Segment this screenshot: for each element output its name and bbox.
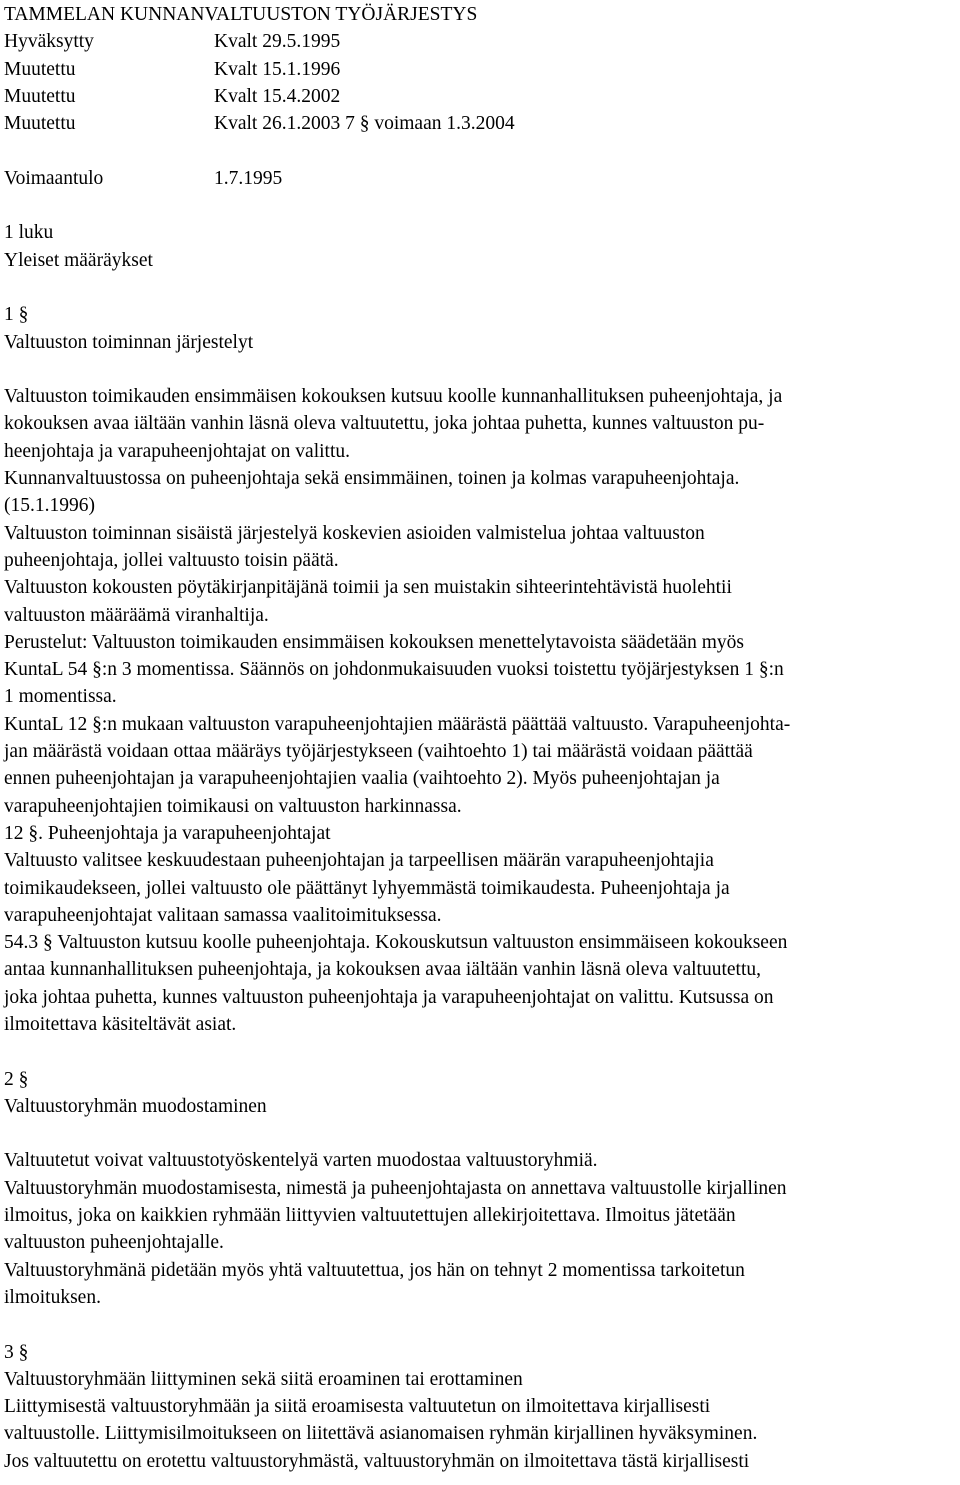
body-line: Perustelut: Valtuuston toimikauden ensimmäisen kokouksen menettelytavoista säädetään myös [4,631,744,653]
body-line: varapuheenjohtajien toimikausi on valtuuston harkinnassa. [4,795,462,817]
spacer [4,274,956,301]
section-number: 3 § [4,1341,29,1363]
body-line: Jos valtuutettu on erotettu valtuustoryhmästä, valtuustoryhmän on ilmoitettava tästä kirjallisesti [4,1450,750,1472]
body-line: jan määrästä voidaan ottaa määräys työjärjestykseen (vaihtoehto 1) tai määrästä voidaan päättää [4,741,753,763]
body-line: puheenjohtaja, jollei valtuusto toisin päätä. [4,549,339,571]
body-line: valtuustolle. Liittymisilmoitukseen on liitettävä asianomaisen ryhmän kirjallinen hyväksyminen. [4,1423,758,1445]
body-line: valtuuston puheenjohtajalle. [4,1232,224,1254]
body-line: 12 §. Puheenjohtaja ja varapuheenjohtajat [4,822,331,844]
effective-label: Voimaantulo [4,167,104,189]
body-line: varapuheenjohtajat valitaan samassa vaalitoimituksessa. [4,904,442,926]
body-line: joka johtaa puhetta, kunnes valtuuston puheenjohtaja ja varapuheenjohtajat on valittu. Kutsussa on [4,986,774,1008]
history-label: Muutettu [4,58,76,80]
effective-value: 1.7.1995 [214,167,283,189]
body-line: Valtuusto valitsee keskuudestaan puheenjohtajan ja tarpeellisen määrän varapuheenjohtajia [4,850,714,872]
body-line: heenjohtaja ja varapuheenjohtajat on valittu. [4,440,350,462]
section-number: 2 § [4,1068,29,1090]
history-value: Kvalt 29.5.1995 [214,31,341,53]
body-line: (15.1.1996) [4,495,95,517]
body-line: kokouksen avaa iältään vanhin läsnä oleva valtuutettu, joka johtaa puhetta, kunnes valtuuston pu- [4,413,765,435]
document-page [4,1,956,1475]
history-value: Kvalt 15.4.2002 [214,85,341,107]
spacer [4,192,956,219]
chapter-number: 1 luku [4,222,54,244]
chapter-title: Yleiset määräykset [4,249,153,271]
history-label: Muutettu [4,85,76,107]
history-row [4,56,956,83]
body-line: Valtuustoryhmänä pidetään myös yhtä valtuutettua, jos hän on tehnyt 2 momentissa tarkoitetun [4,1259,745,1281]
body-line: Valtuuston toimikauden ensimmäisen kokouksen kutsuu koolle kunnanhallituksen puheenjohtaja, ja [4,386,783,408]
body-line: 54.3 § Valtuuston kutsuu koolle puheenjohtaja. Kokouskutsun valtuuston ensimmäiseen kokoukseen [4,932,788,954]
body-line: KuntaL 54 §:n 3 momentissa. Säännös on johdonmukaisuuden vuoksi toistettu työjärjestyksen 1 §:n [4,659,784,681]
spacer [4,356,956,383]
body-line: Valtuustoryhmän muodostamisesta, nimestä ja puheenjohtajasta on annettava valtuustolle kirjallinen [4,1177,787,1199]
body-line: antaa kunnanhallituksen puheenjohtaja, ja kokouksen avaa iältään vanhin läsnä oleva valtuutettu, [4,959,761,981]
history-row [4,83,956,110]
body-line: ennen puheenjohtajan ja varapuheenjohtajien vaalia (vaihtoehto 2). Myös puheenjohtajan ja [4,768,720,790]
spacer [4,1311,956,1338]
history-value: Kvalt 26.1.2003 7 § voimaan 1.3.2004 [214,113,515,135]
body-line: valtuuston määräämä viranhaltija. [4,604,269,626]
body-line: KuntaL 12 §:n mukaan valtuuston varapuheenjohtajien määrästä päättää valtuusto. Varapuheenjohta- [4,713,791,735]
section-title: Valtuustoryhmän muodostaminen [4,1095,267,1117]
body-line: toimikaudekseen, jollei valtuusto ole päättänyt lyhyemmästä toimikaudesta. Puheenjohtaja ja [4,877,730,899]
body-line: Valtuuston toiminnan sisäistä järjestelyä koskevien asioiden valmistelua johtaa valtuuston [4,522,705,544]
section-number: 1 § [4,304,29,326]
history-row [4,28,956,55]
section-body [4,383,956,1038]
body-line: 1 momentissa. [4,686,117,708]
history-label: Muutettu [4,113,76,135]
spacer [4,1120,956,1147]
section-title: Valtuuston toiminnan järjestelyt [4,331,254,353]
section-body [4,1393,956,1475]
body-line: Valtuuston kokousten pöytäkirjanpitäjänä toimii ja sen muistakin sihteerintehtävistä huolehtii [4,577,732,599]
section-body [4,1147,956,1311]
document-title: TAMMELAN KUNNANVALTUUSTON TYÖJÄRJESTYS [4,4,478,25]
section-title: Valtuustoryhmään liittyminen sekä siitä eroaminen tai erottaminen [4,1368,523,1390]
body-line: ilmoitettava käsiteltävät asiat. [4,1013,237,1035]
body-line: Kunnanvaltuustossa on puheenjohtaja sekä ensimmäinen, toinen ja kolmas varapuheenjohtaja. [4,468,740,490]
body-line: Valtuutetut voivat valtuustotyöskentelyä varten muodostaa valtuustoryhmiä. [4,1150,598,1172]
history-label: Hyväksytty [4,31,94,53]
spacer [4,137,956,164]
body-line: ilmoituksen. [4,1286,101,1308]
history-value: Kvalt 15.1.1996 [214,58,341,80]
effective-date-row [4,165,956,192]
body-line: ilmoitus, joka on kaikkien ryhmään liittyvien valtuutettujen allekirjoitettava. Ilmoitus jätetään [4,1205,736,1227]
body-line: Liittymisestä valtuustoryhmään ja siitä eroamisesta valtuutetun on ilmoitettava kirjallisesti [4,1396,711,1418]
spacer [4,1038,956,1065]
history-row [4,110,956,137]
